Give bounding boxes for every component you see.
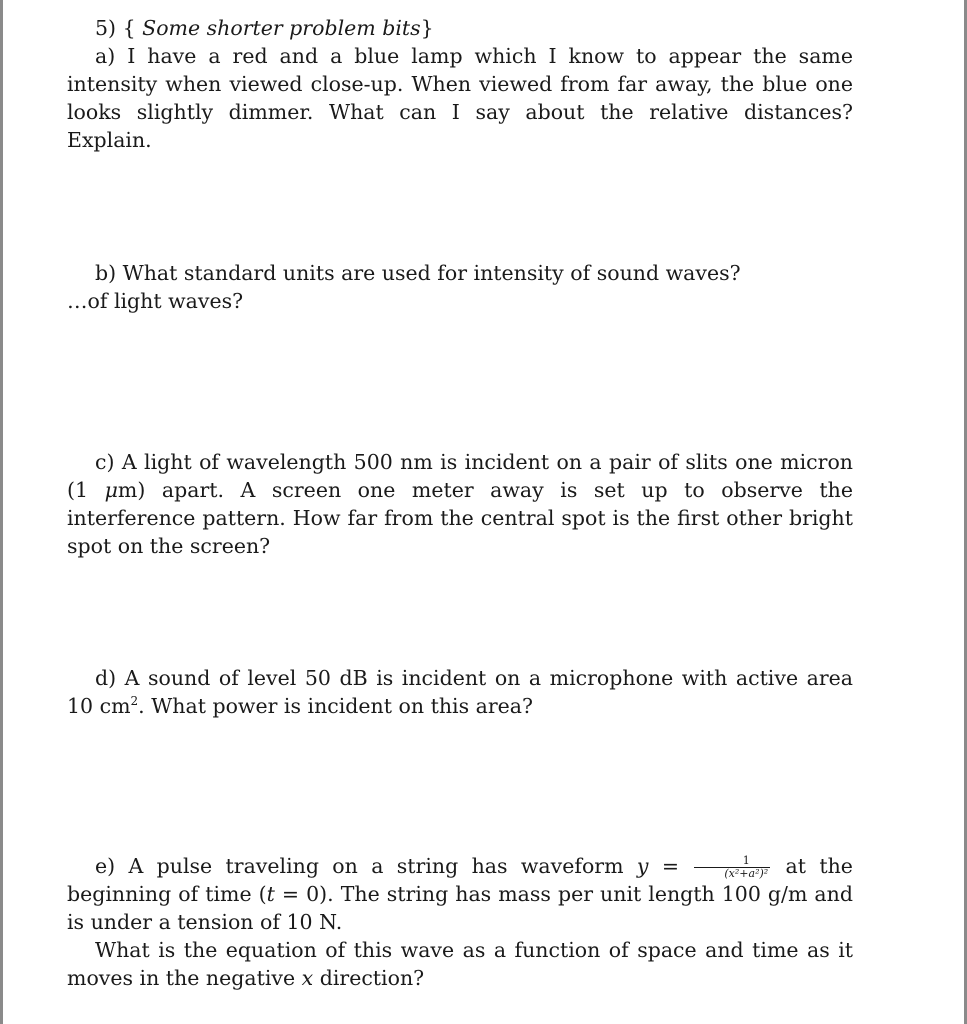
part-d-paragraph [67, 664, 853, 720]
part-d [67, 664, 853, 720]
part-b-line2: …of light waves? [67, 289, 244, 313]
equals-sign: = [661, 854, 680, 878]
problem-header [67, 14, 853, 42]
problem-title: Some shorter problem bits [142, 16, 421, 40]
part-d-label: d) [95, 666, 117, 690]
problem-number: 5) [95, 16, 117, 40]
var-y: y [636, 854, 649, 878]
part-b-question: What standard units are used for intensity of sound waves? [122, 261, 741, 285]
problem-header-and-part-a [67, 14, 853, 154]
part-e-text-before: A pulse traveling on a string has waveform [128, 854, 624, 878]
part-b [67, 259, 853, 315]
part-c-text-after: m) apart. A screen one meter away is set up to observe the interference pattern. How far from the central spot is the first other bright spot on the screen? [67, 478, 853, 558]
part-e-para2-before: What is the equation of this wave as a function of space and time as it moves in the negative [67, 938, 853, 990]
part-b-line1 [67, 259, 853, 287]
part-e-text-t: = 0). The string has mass per unit length 100 g/m and is under a tension of 10 N. [67, 882, 853, 934]
part-c [67, 448, 853, 560]
brace-close: } [420, 16, 434, 40]
fraction-denominator: (x²+a²)² [724, 867, 769, 880]
part-c-label: c) [95, 450, 115, 474]
part-b-label: b) [95, 261, 117, 285]
area-exponent: 2 [130, 694, 139, 709]
brace-open: { [122, 16, 136, 40]
part-e-paragraph1 [67, 852, 853, 936]
part-d-text-after: . What power is incident on this area? [138, 694, 533, 718]
fraction-numerator: 1 [694, 855, 770, 868]
part-c-paragraph [67, 448, 853, 560]
mu-symbol: μ [104, 478, 118, 502]
var-x: x [301, 966, 314, 990]
part-e-paragraph2 [67, 936, 853, 992]
part-a [67, 42, 853, 154]
part-a-text: I have a red and a blue lamp which I know to appear the same intensity when viewed close-up. When viewed from far away, the blue one looks slightly dimmer. What can I say about the relative distances? Explain. [67, 44, 853, 152]
waveform-fraction [694, 855, 770, 880]
part-a-label: a) [95, 44, 116, 68]
part-c-text-before: A light of wavelength 500 nm is incident on a pair of slits one micron (1 [67, 450, 853, 502]
part-e-text-mid: at the beginning of time ( [67, 854, 853, 906]
part-e-label: e) [95, 854, 116, 878]
part-e [67, 852, 853, 992]
part-d-text-before: A sound of level 50 dB is incident on a microphone with active area 10 cm [67, 666, 853, 718]
part-e-para2-after: direction? [319, 966, 425, 990]
var-t: t [266, 882, 275, 906]
